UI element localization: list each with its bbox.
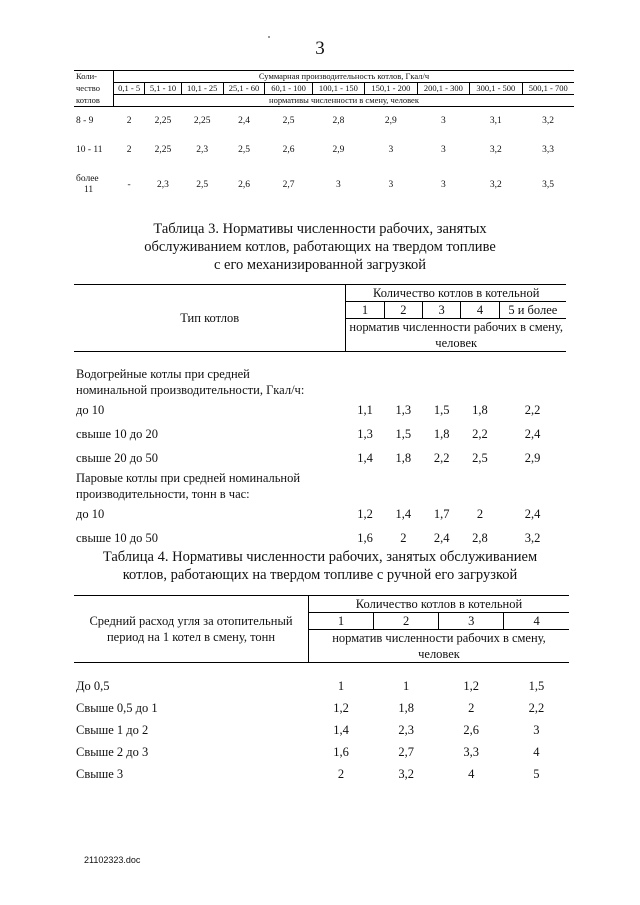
value-cell: 1,8	[398, 701, 414, 715]
count-cell: 1	[346, 302, 384, 319]
row-label: до 10	[76, 403, 105, 417]
range-cell: 100,1 - 150	[312, 83, 364, 95]
row-label: более 11	[76, 174, 99, 195]
value-cell: 3,3	[463, 745, 480, 759]
value-cell: 3,1	[489, 116, 502, 126]
value-cell: 2,3	[196, 145, 209, 155]
span-header: Суммарная производительность котлов, Гкал/ч	[114, 71, 575, 83]
value-cell: 3	[388, 145, 394, 155]
count-cell: 2	[384, 302, 422, 319]
value-cell: 3	[440, 116, 446, 126]
value-cell: 2,8	[472, 531, 488, 545]
table-row	[74, 526, 566, 550]
range-cell: 60,1 - 100	[265, 83, 312, 95]
value-cell: 3,2	[489, 145, 502, 155]
value-cell: 2	[476, 507, 484, 521]
count-header: Количество котлов в котельной	[346, 285, 566, 302]
table-row	[74, 719, 569, 741]
value-cell: 2,6	[463, 723, 480, 737]
norm-header: норматив численности рабочих в смену, человек	[346, 319, 566, 352]
value-cell: 1,6	[357, 531, 373, 545]
value-cell: 2,25	[193, 116, 211, 126]
manual-boilers-table	[74, 595, 569, 785]
value-cell: 1,1	[357, 403, 373, 417]
value-cell: 2,4	[238, 116, 250, 126]
value-cell: 1,8	[472, 403, 488, 417]
range-cell: 0,1 - 5	[114, 83, 145, 95]
row-label: свыше 20 до 50	[76, 451, 159, 465]
value-cell: 1	[403, 679, 410, 693]
value-cell: 2,2	[433, 451, 450, 465]
mechanized-boilers-table	[74, 284, 566, 550]
value-cell: 2,9	[524, 451, 541, 465]
sub-header: нормативы численности в смену, человек	[114, 95, 575, 107]
table-row	[74, 398, 566, 422]
value-cell: 5	[533, 767, 540, 781]
col-header-line: Коли-	[74, 71, 114, 83]
value-cell: 3,2	[524, 531, 541, 545]
value-cell: 2,7	[398, 745, 414, 759]
value-cell: 2,5	[238, 145, 250, 155]
value-cell: 1,2	[463, 679, 480, 693]
table-row	[74, 763, 569, 785]
value-cell: 1,4	[395, 507, 412, 521]
row-label: Свыше 0,5 до 1	[76, 701, 158, 715]
value-cell: 1,5	[528, 679, 545, 693]
value-cell: 1,5	[433, 403, 450, 417]
row-label: 10 - 11	[76, 145, 103, 155]
col-header-line: чество	[76, 83, 100, 93]
table-row	[74, 675, 569, 697]
value-cell: 1,7	[433, 507, 450, 521]
table-row	[74, 136, 574, 165]
table-row	[74, 502, 566, 526]
table-row	[74, 107, 574, 137]
value-cell: 1,6	[333, 745, 349, 759]
value-cell: 2	[126, 145, 132, 155]
group-heading: Водогрейные котлы при средней номинальной производительности, Гкал/ч:	[76, 367, 305, 397]
value-cell: 2,4	[433, 531, 450, 545]
table-row	[74, 165, 574, 205]
value-cell: 3,3	[542, 145, 554, 155]
value-cell: 1,2	[333, 701, 349, 715]
count-cell: 1	[309, 613, 374, 630]
value-cell: -	[127, 179, 131, 190]
value-cell: 2,2	[472, 427, 488, 441]
value-cell: 3,2	[489, 179, 502, 190]
page-number: 3	[315, 38, 325, 59]
range-cell: 25,1 - 60	[223, 83, 265, 95]
type-header: Тип котлов	[74, 285, 346, 352]
value-cell: 2,5	[196, 179, 209, 190]
value-cell: 1,4	[333, 723, 349, 737]
row-label: Свыше 1 до 2	[76, 723, 149, 737]
count-cell: 5 и более	[499, 302, 566, 319]
table-row	[74, 422, 566, 446]
value-cell: 1,3	[357, 427, 373, 441]
row-header: Средний расход угля за отопительный период на 1 котел в смену, тонн	[74, 596, 309, 663]
count-cell: 4	[504, 613, 569, 630]
value-cell: 2,8	[332, 116, 345, 126]
value-cell: 2,5	[282, 116, 295, 126]
row-label: Свыше 3	[76, 767, 124, 781]
count-cell: 3	[423, 302, 461, 319]
value-cell: 1,4	[357, 451, 373, 465]
value-cell: 2,3	[398, 723, 414, 737]
value-cell: 3	[533, 723, 540, 737]
range-cell: 5,1 - 10	[145, 83, 182, 95]
value-cell: 1,3	[395, 403, 412, 417]
row-label: свыше 10 до 50	[76, 531, 159, 545]
value-cell: 2	[400, 531, 407, 545]
value-cell: 2	[337, 767, 345, 781]
value-cell: 2,5	[472, 451, 488, 465]
value-cell: 1,5	[395, 427, 412, 441]
col-header-line: котлов	[74, 95, 114, 107]
value-cell: 2,9	[332, 145, 345, 155]
value-cell: 3	[336, 179, 341, 190]
table-row	[74, 446, 566, 470]
boiler-capacity-table	[74, 70, 574, 205]
value-cell: 1,8	[395, 451, 412, 465]
value-cell: 2,2	[528, 701, 545, 715]
value-cell: 2,6	[282, 145, 295, 155]
table-row	[74, 697, 569, 719]
range-cell: 200,1 - 300	[417, 83, 469, 95]
file-name-footer: 21102323.doc	[84, 855, 141, 865]
table4-caption: Таблица 4. Нормативы численности рабочих, занятых обслуживанием котлов, работающих на твердом топливе с ручной его загрузкой	[102, 549, 538, 583]
value-cell: 3	[440, 179, 446, 190]
value-cell: 2,6	[238, 179, 250, 190]
range-cell: 10,1 - 25	[181, 83, 223, 95]
value-cell: 2,3	[157, 179, 169, 190]
count-cell: 4	[461, 302, 499, 319]
value-cell: 3	[440, 145, 446, 155]
value-cell: 4	[533, 745, 540, 759]
count-cell: 3	[439, 613, 504, 630]
count-cell: 2	[374, 613, 439, 630]
value-cell: 2,2	[524, 403, 541, 417]
row-label: До 0,5	[76, 679, 110, 693]
row-label: свыше 10 до 20	[76, 427, 159, 441]
range-cell: 500,1 - 700	[522, 83, 574, 95]
range-cell: 150,1 - 200	[365, 83, 417, 95]
row-label: Свыше 2 до 3	[76, 745, 149, 759]
value-cell: 4	[468, 767, 475, 781]
value-cell: 2,25	[154, 116, 172, 126]
table3-caption: Таблица 3. Нормативы численности рабочих, занятых обслуживанием котлов, работающих на твердом топливе с его механизированной загрузкой	[144, 221, 496, 273]
count-header: Количество котлов в котельной	[309, 596, 570, 613]
value-cell: 1,8	[433, 427, 450, 441]
value-cell: 2,25	[154, 145, 172, 155]
value-cell: 3,2	[398, 767, 414, 781]
group-heading: Паровые котлы при средней номинальной производительности, тонн в час:	[76, 471, 301, 501]
value-cell: 2,4	[524, 507, 541, 521]
value-cell: 1	[337, 679, 345, 693]
range-cell: 300,1 - 500	[470, 83, 522, 95]
value-cell: 2	[468, 701, 475, 715]
value-cell: 3	[388, 179, 394, 190]
value-cell: 2,7	[282, 179, 295, 190]
value-cell: 1,2	[357, 507, 373, 521]
norm-header: норматив численности рабочих в смену, человек	[309, 630, 570, 663]
value-cell: 3,2	[542, 116, 554, 126]
value-cell: 2	[126, 116, 132, 126]
table-row	[74, 741, 569, 763]
value-cell: 2,4	[524, 427, 541, 441]
row-label: до 10	[76, 507, 105, 521]
row-label: 8 - 9	[76, 116, 94, 126]
value-cell: 3,5	[542, 179, 554, 190]
value-cell: 2,9	[384, 116, 397, 126]
